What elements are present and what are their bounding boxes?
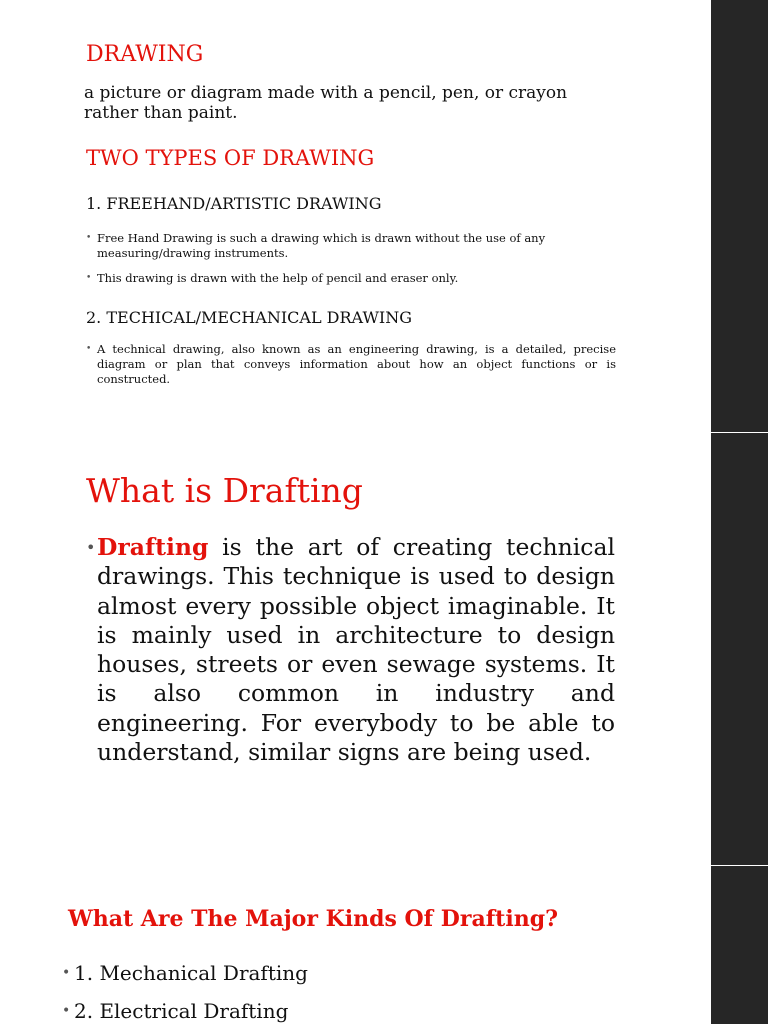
- list-item: [86, 342, 616, 387]
- list-item-text: 1. Mechanical Drafting: [74, 961, 308, 985]
- slide-title: What is Drafting: [86, 471, 363, 510]
- bullet-icon: •: [86, 538, 96, 557]
- slide-sidebar: [711, 433, 768, 865]
- slide-kinds-of-drafting: [0, 866, 711, 1024]
- bullet-icon: •: [86, 233, 92, 243]
- drawing-definition: a picture or diagram made with a pencil, pen, or crayon rather than paint.: [84, 83, 568, 123]
- list-item: [86, 231, 616, 261]
- type1-list: [86, 231, 616, 296]
- list-item-text: 2. Electrical Drafting: [74, 999, 289, 1023]
- drafting-term: Drafting: [97, 533, 209, 561]
- slide-drawing: [0, 0, 711, 432]
- drafting-paragraph: [86, 533, 615, 767]
- slide-title: DRAWING: [86, 42, 204, 67]
- list-item-text: This drawing is drawn with the help of pencil and eraser only.: [97, 271, 459, 285]
- slide-sidebar: [711, 866, 768, 1024]
- slide-what-is-drafting: [0, 433, 711, 865]
- slide-title: What Are The Major Kinds Of Drafting?: [68, 906, 558, 932]
- section-subtitle: TWO TYPES OF DRAWING: [86, 146, 375, 170]
- type2-heading: 2. TECHICAL/MECHANICAL DRAWING: [86, 308, 412, 327]
- bullet-icon: •: [62, 1003, 71, 1019]
- bullet-icon: •: [86, 344, 92, 354]
- list-item: [62, 992, 308, 1024]
- bullet-icon: •: [86, 273, 92, 283]
- list-item-text: Free Hand Drawing is such a drawing which is drawn without the use of any measuring/drawing instruments.: [97, 231, 546, 260]
- paragraph-text: [86, 533, 615, 767]
- slide-sidebar: [711, 0, 768, 432]
- list-item: [62, 954, 308, 992]
- bullet-icon: •: [62, 965, 71, 981]
- type1-heading: 1. FREEHAND/ARTISTIC DRAWING: [86, 194, 382, 213]
- paragraph-body: is the art of creating technical drawings. This technique is used to design almost every possible object imaginable. It is mainly used in architecture to design houses, streets or even sewage systems. It is also common in industry and engineering. For everybody to be able to understand, similar signs are being used.: [97, 533, 615, 767]
- list-item-text: A technical drawing, also known as an engineering drawing, is a detailed, precise diagram or plan that conveys information about how an object functions or is constructed.: [97, 342, 616, 386]
- list-item: [86, 271, 616, 286]
- type2-list: [86, 342, 616, 397]
- kinds-list: [62, 954, 308, 1024]
